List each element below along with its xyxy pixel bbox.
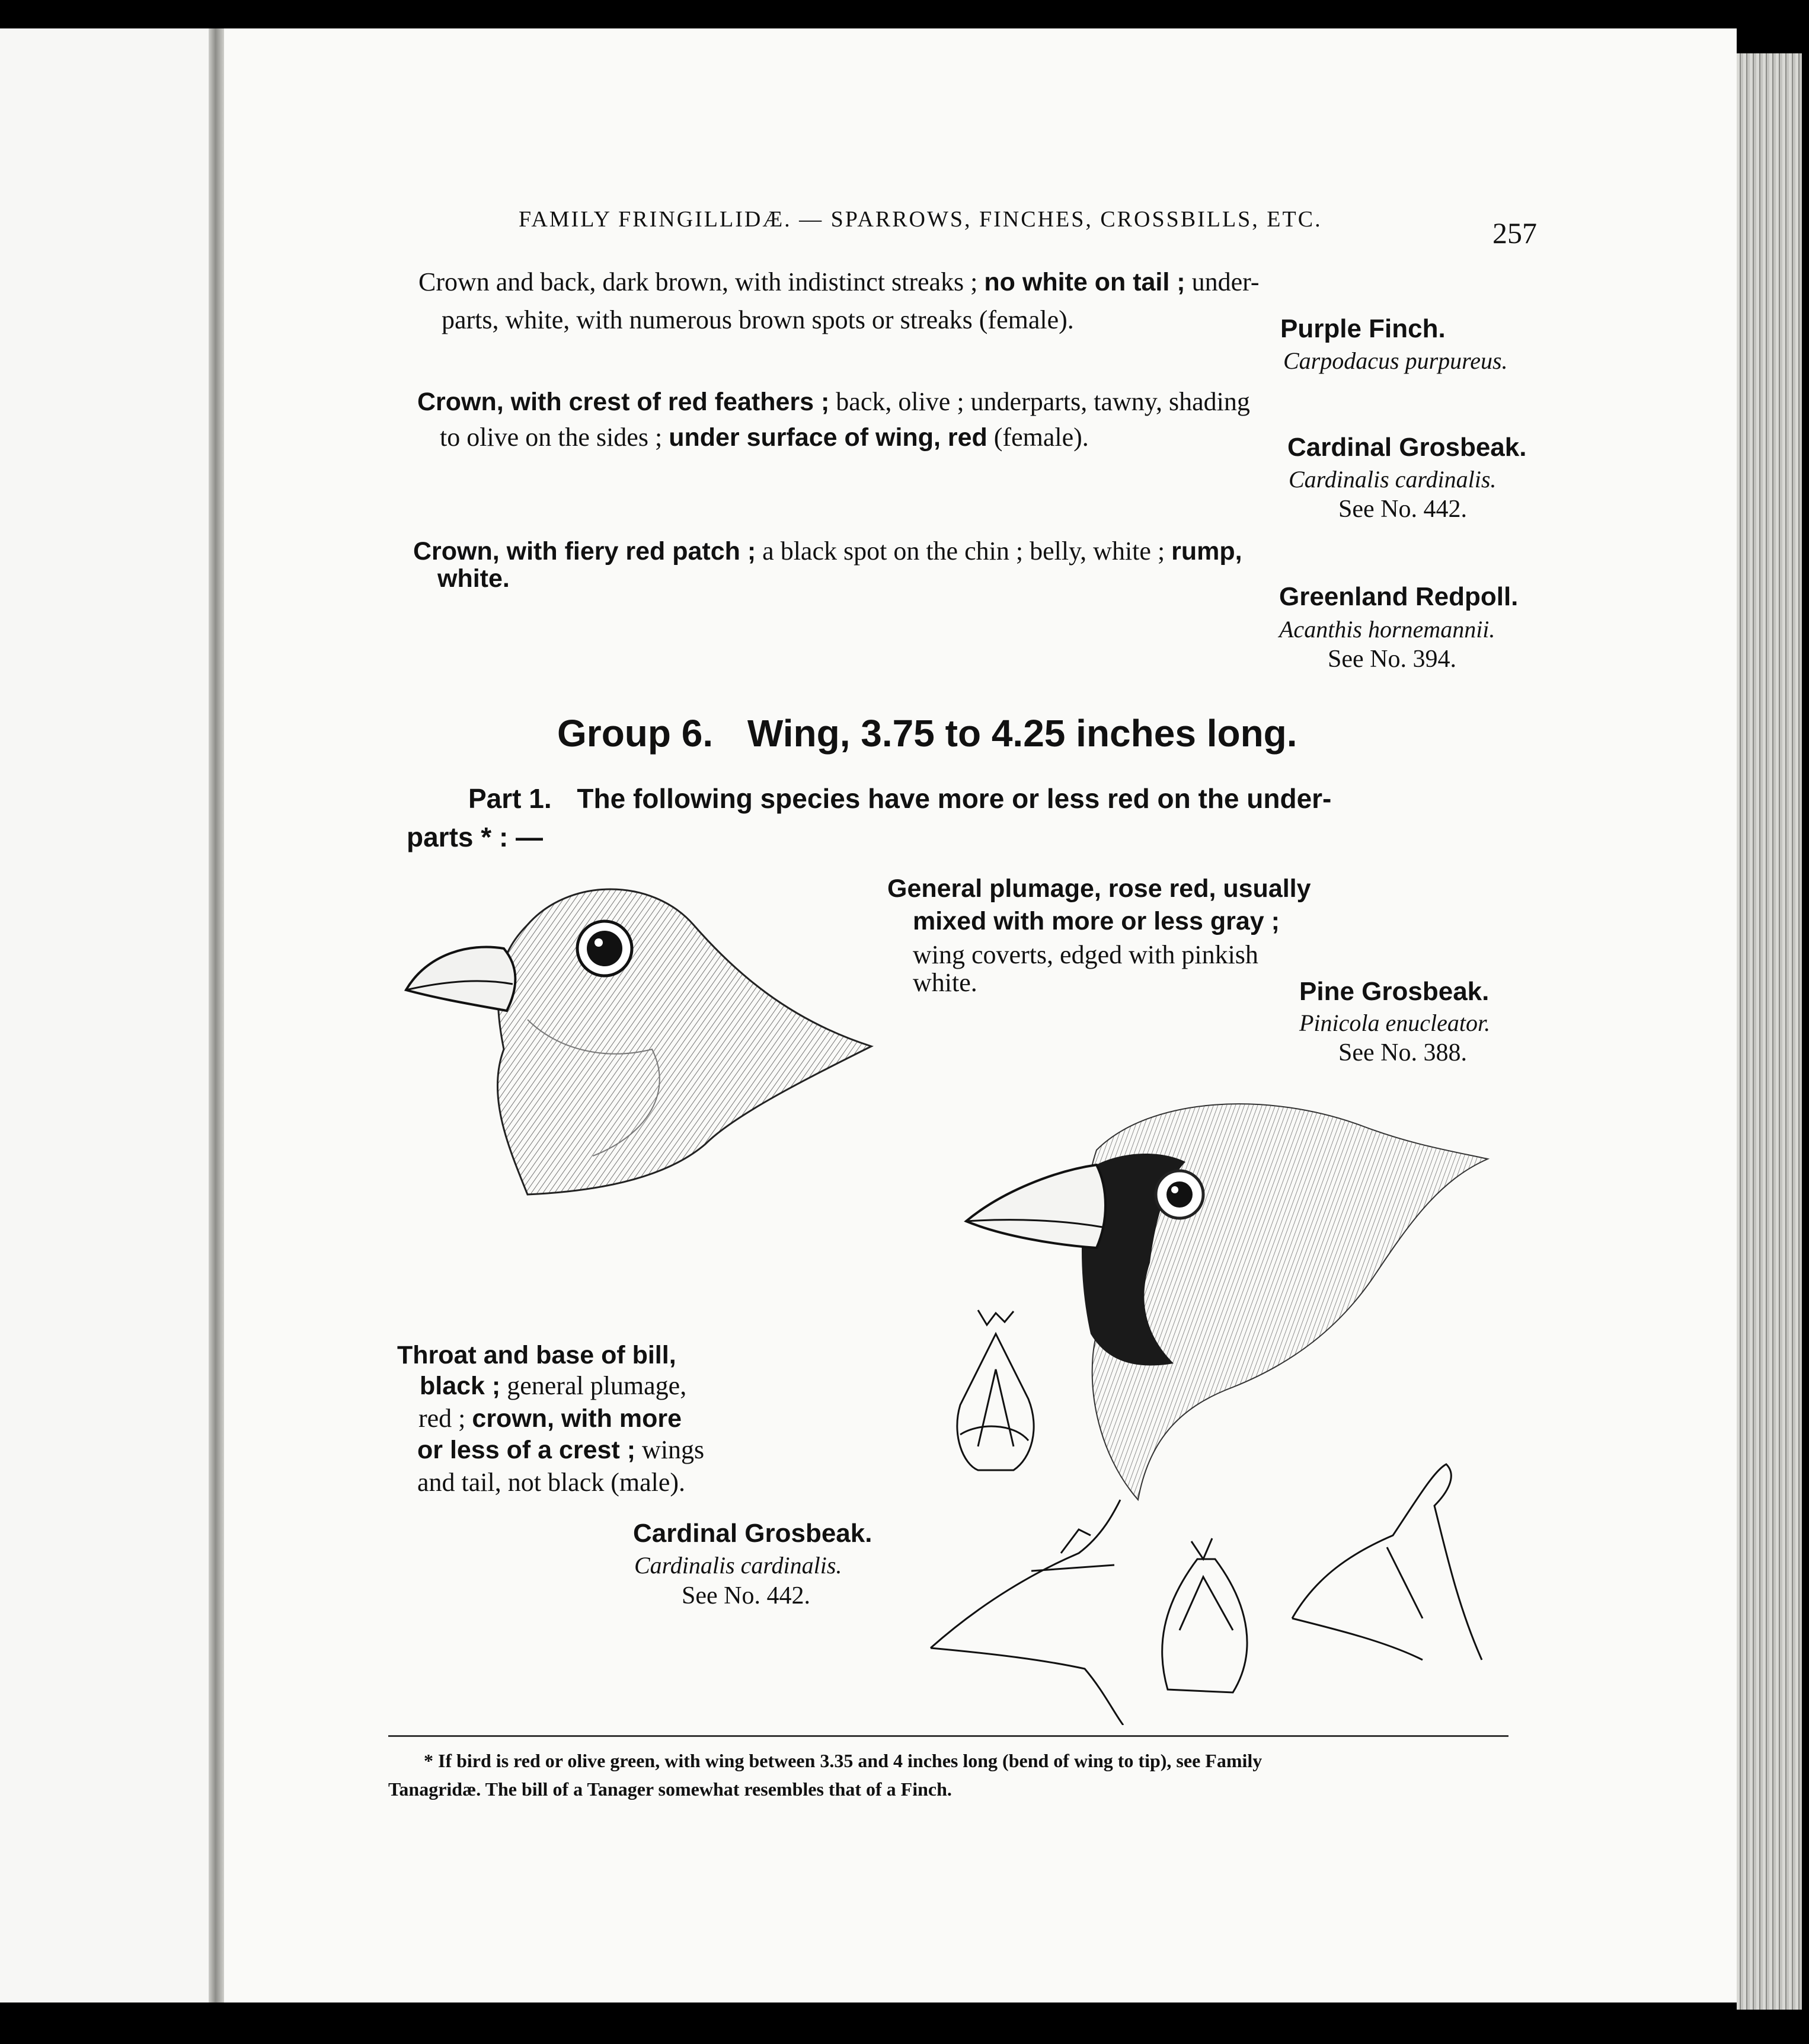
entry-cardinal-female-line2: to olive on the sides ; under surface of wing, red (female). [440,423,1089,452]
bill-detail-sketches [925,1298,1506,1725]
cardinal-desc-1: Throat and base of bill, [397,1341,676,1369]
species-name-pine-grosbeak: Pine Grosbeak. [1299,977,1490,1006]
left-page [0,28,220,2003]
footnote-line-2: Tanagridæ. The bill of a Tanager somewhat resembles that of a Finch. [388,1778,952,1800]
pine-grosbeak-desc-1: General plumage, rose red, usually [887,874,1311,903]
scientific-name-cardinal-female: Cardinalis cardinalis. [1289,466,1497,493]
page-edges [1737,53,1802,2010]
entry-cardinal-female-line1: Crown, with crest of red feathers ; back, olive ; underparts, tawny, shading [417,387,1250,416]
footnote-line-1: * If bird is red or olive green, with wing between 3.35 and 4 inches long (bend of wing to tip), see Family [424,1750,1263,1771]
part-heading-cont: parts * : — [407,822,544,852]
scientific-name-purple-finch: Carpodacus purpureus. [1283,347,1508,374]
cardinal-desc-3: red ; crown, with more [418,1404,682,1433]
species-name-purple-finch: Purple Finch. [1280,314,1446,343]
see-reference-pine-grosbeak: See No. 388. [1338,1039,1467,1066]
pine-grosbeak-head-illustration [403,871,877,1203]
pine-grosbeak-desc-4: white. [913,968,977,997]
cardinal-desc-5: and tail, not black (male). [417,1468,686,1497]
entry-redpoll-line2: white. [437,564,510,593]
pine-grosbeak-desc-2: mixed with more or less gray ; [913,907,1280,935]
scientific-name-cardinal-male: Cardinalis cardinalis. [634,1552,842,1579]
scientific-name-redpoll: Acanthis hornemannii. [1279,616,1495,643]
scientific-name-pine-grosbeak: Pinicola enucleator. [1299,1010,1491,1036]
see-reference-cardinal-female: See No. 442. [1338,496,1467,523]
part-heading: Part 1. The following species have more or less red on the under- [468,783,1332,814]
see-reference-cardinal-male: See No. 442. [682,1582,810,1609]
entry-purple-finch-line1: Crown and back, dark brown, with indistinct streaks ; no white on tail ; under- [418,267,1260,296]
entry-redpoll-line1: Crown, with fiery red patch ; a black spot on the chin ; belly, white ; rump, [413,536,1242,566]
species-name-cardinal-female: Cardinal Grosbeak. [1287,433,1527,462]
book-gutter [209,28,224,2003]
cardinal-desc-4: or less of a crest ; wings [417,1435,705,1464]
species-name-cardinal-male: Cardinal Grosbeak. [633,1519,872,1548]
species-name-redpoll: Greenland Redpoll. [1279,582,1519,611]
page-number: 257 [1492,216,1537,250]
entry-purple-finch-line2: parts, white, with numerous brown spots or streaks (female). [442,305,1074,334]
cardinal-desc-2: black ; general plumage, [420,1371,687,1400]
running-title: FAMILY FRINGILLIDÆ. — SPARROWS, FINCHES, CROSSBILLS, ETC. [519,207,1322,232]
pine-grosbeak-desc-3: wing coverts, edged with pinkish [913,940,1258,969]
see-reference-redpoll: See No. 394. [1328,646,1456,673]
footnote-rule [388,1735,1508,1737]
group-heading: Group 6. Wing, 3.75 to 4.25 inches long. [557,712,1297,755]
